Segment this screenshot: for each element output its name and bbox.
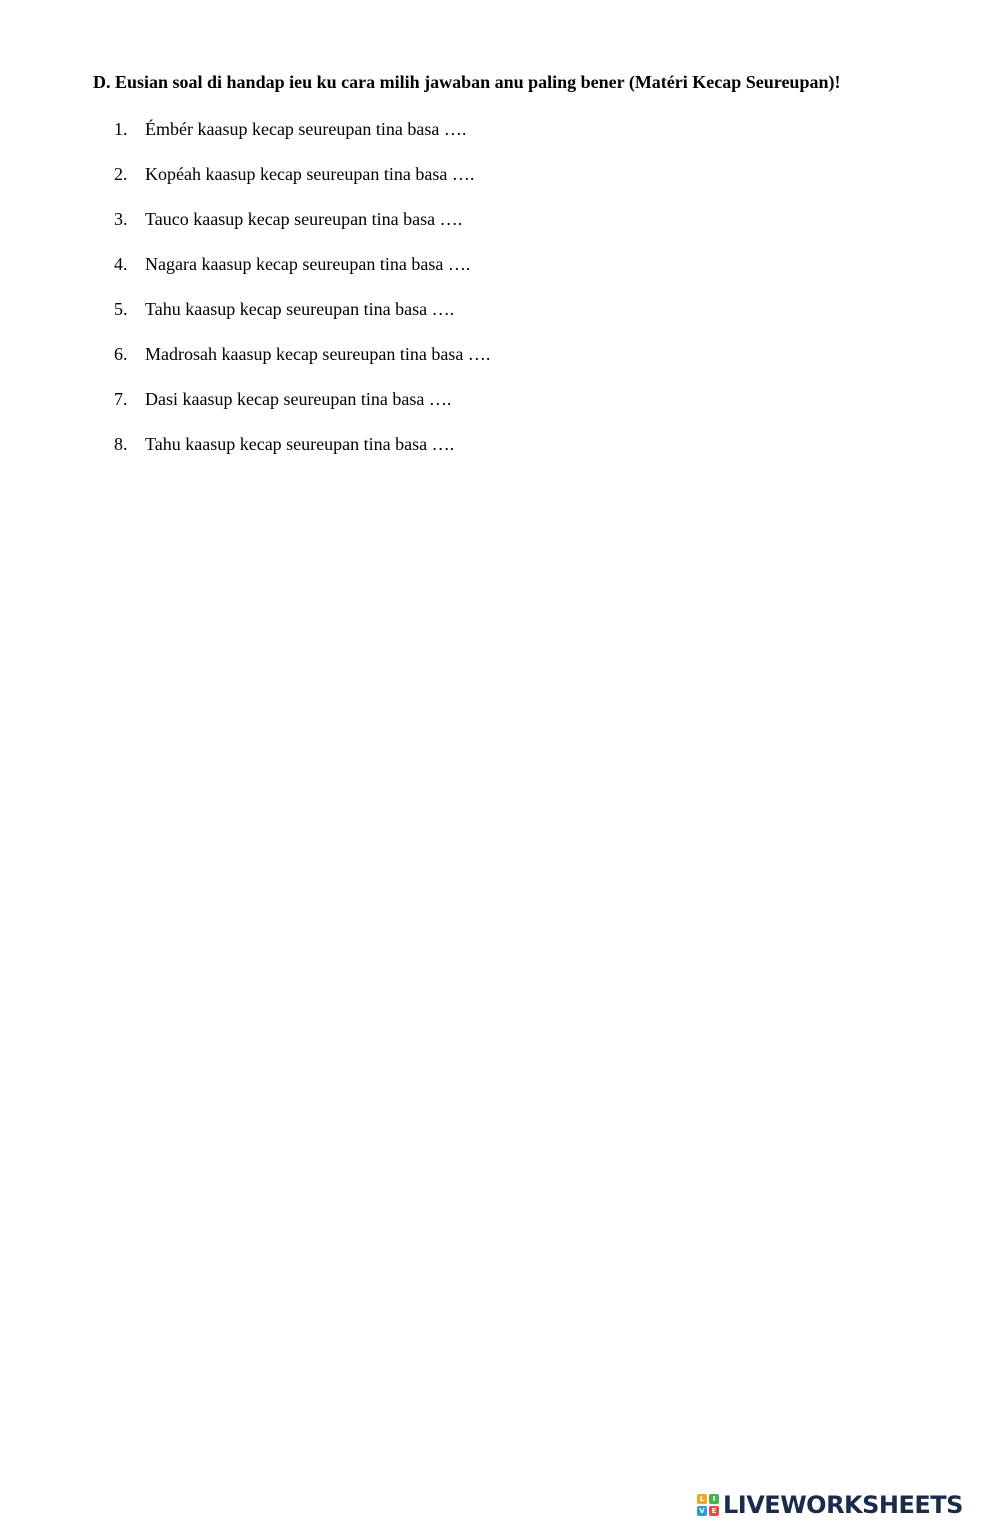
logo-letter: V [697,1506,707,1516]
question-text: Madrosah kaasup kecap seureupan tina basa …. [145,344,491,364]
question-text: Tauco kaasup kecap seureupan tina basa …. [145,209,463,229]
question-number: 4. [114,254,128,274]
question-text: Nagara kaasup kecap seureupan tina basa …. [145,254,471,274]
logo-letter: E [709,1506,719,1516]
liveworksheets-brand [697,1491,963,1519]
liveworksheets-wordmark: LIVEWORKSHEETS [723,1491,963,1519]
question-number: 5. [114,299,128,319]
question-number: 1. [114,119,128,139]
question-text: Tahu kaasup kecap seureupan tina basa …. [145,299,455,319]
question-number: 7. [114,389,128,409]
question-text: Kopéah kaasup kecap seureupan tina basa …. [145,164,475,184]
section-heading: D. Eusian soal di handap ieu ku cara milih jawaban anu paling bener (Matéri Kecap Seureupan)! [93,72,841,92]
question-text: Dasi kaasup kecap seureupan tina basa …. [145,389,452,409]
question-number: 8. [114,434,128,454]
question-number: 2. [114,164,128,184]
question-number: 3. [114,209,128,229]
liveworksheets-logo-icon [697,1494,719,1516]
question-number: 6. [114,344,128,364]
question-text: Tahu kaasup kecap seureupan tina basa …. [145,434,455,454]
logo-letter: I [709,1494,719,1504]
logo-letter: L [697,1494,707,1504]
question-text: Émbér kaasup kecap seureupan tina basa …. [145,119,467,139]
